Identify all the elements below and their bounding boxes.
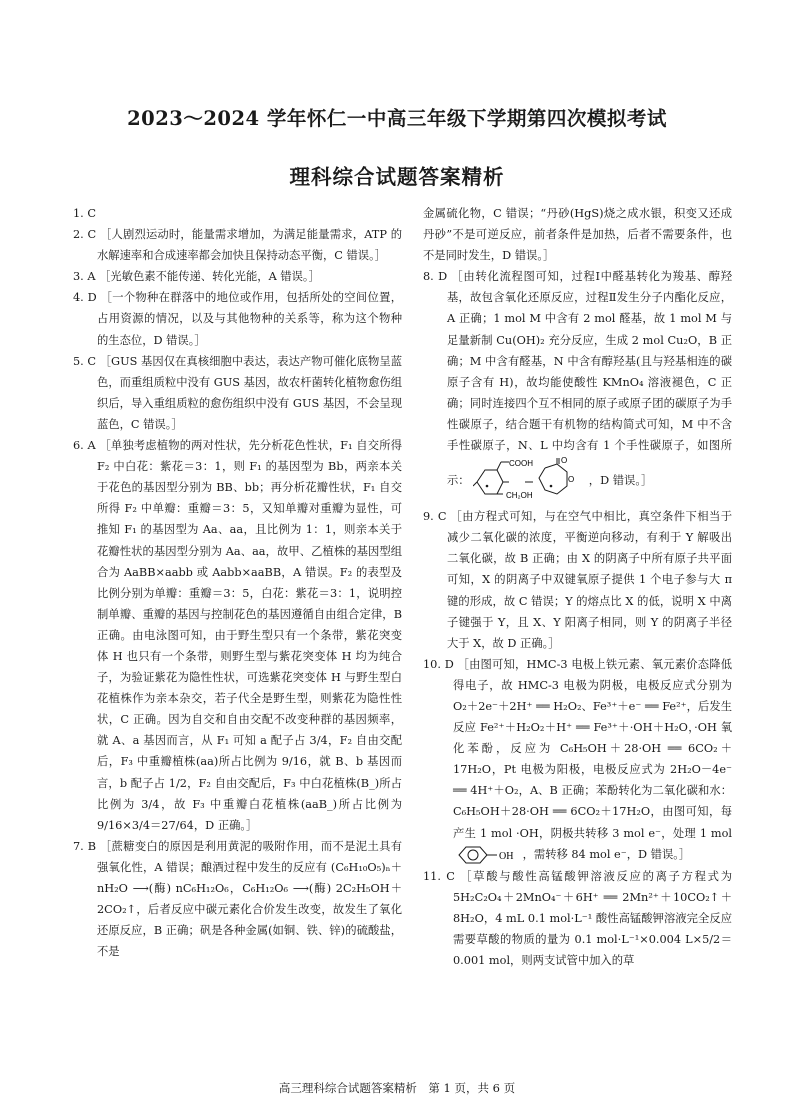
- chiral-structure-n-image: [473, 456, 585, 506]
- answer-item-9: 9. C ［由方程式可知，与在空气中相比，真空条件下相当于减少二氧化碳的浓度，平衡逆向移动，有利于 Y 解吸出二氧化碳，故 B 正确；由 X 的阴离子中所有原子共平面可知，X 的阴离子中双键氧原子提供 1 个电子参与大 π 键的形成，故 C 错误；Y 的熔点比 X 的低，说明 X 中离子键强于 Y，且 X、Y 阳离子相同，则 Y 的阴离子半径大于 X，故 D 正确。］: [423, 510, 732, 650]
- answer-item-5: 5. C ［GUS 基因仅在真核细胞中表达，表达产物可催化底物呈蓝色，而重组质粒中没有 GUS 基因，故农杆菌转化植物愈伤组织后，导入重组质粒的愈伤组织中没有 GUS 基因，不会呈现蓝色，C 错误。］: [73, 354, 402, 431]
- page-footer: 高三理科综合试题答案精析 第 1 页，共 6 页: [278, 1081, 516, 1095]
- answer-item-7: 7. B ［蔗糖变白的原因是利用黄泥的吸附作用，而不是泥土具有强氧化性，A 错误；酿酒过程中发生的反应有 (C₆H₁₀O₅)ₙ＋nH₂O ⟶(酶) nC₆H₁₂O₆，C₆H₁₂O₆ ⟶(酶) 2C₂H₅OH＋2CO₂↑，后者反应中碳元素化合价发生改变，故发生了氧化还原反应，B 正确；矾是各种金属(如铜、铁、锌)的硫酸盐，不是: [73, 839, 402, 959]
- left-column: [73, 203, 402, 962]
- answer-item-8: [423, 266, 732, 506]
- phenol-structure-image: [453, 844, 519, 866]
- carbonyl-oxygen-label: O: [561, 456, 568, 466]
- ch2oh-label: CH₂OH: [506, 491, 533, 501]
- answer-item-6: 6. A ［单独考虑植物的两对性状，先分析花色性状，F₁ 自交所得 F₂ 中白花：紫花＝3：1，则 F₁ 的基因型为 Bb，两亲本关于花色的基因型分别为 BB、bb；再分析花瓣性状，F₁ 自交所得 F₂ 中单瓣：重瓣＝3：5，又知单瓣对重瓣为显性，可推知 F₁ 的基因型为 Aa、aa，且比例为 1：1，则亲本关于花瓣性状的基因型分别为 Aa、aa，故甲、乙植株的基因型组合为 AaBB×aabb 或 Aabb×aaBB，A 错误。F₂ 的表型及比例分别为单瓣：重瓣＝3：5，白花：紫花＝3：1，说明控制单瓣、重瓣的基因与控制花色的基因遵循自由组合定律，B 正确。由电泳图可知，由于野生型只有一个条带，紫花突变体 H 也只有一个条带，则野生型与紫花突变体 H 均为纯合子，为验证紫花为隐性性状，可选紫花突变体 H 与野生型白花植株作为亲本杂交，若子代全是野生型，则紫花为隐性性状，C 正确。因为自交和自由交配不改变种群的基因频率，就 A、a 基因而言，从 F₁ 可知 a 配子占 3/4，F₂ 自由交配后，F₃ 中重瓣植株(aa)所占比例为 9/16，就 B、b 基因而言，b 配子占 1/2，F₂ 自由交配后，F₃ 中白花植株(B_)所占比例为 3/4，故 F₃ 中重瓣白花植株(aaB_)所占比例为 9/16×3/4＝27/64，D 正确。］: [73, 439, 402, 832]
- answer-item-11: 11. C ［草酸与酸性高锰酸钾溶液反应的离子方程式为 5H₂C₂O₄＋2MnO₄⁻＋6H⁺ ══ 2Mn²⁺＋10CO₂↑＋8H₂O，4 mL 0.1 mol·L⁻¹ 酸性高锰酸钾溶液完全反应需要草酸的物质的量为 0.1 mol·L⁻¹×0.004 L×5/2＝0.001 mol，则两支试管中加入的草: [423, 869, 732, 967]
- right-column: [423, 203, 732, 971]
- answer-item-10: [423, 654, 732, 866]
- answer-item-10-text: 10. D ［由图可知，HMC-3 电极上铁元素、氧元素价态降低得电子，故 HMC-3 电极为阴极，电极反应式分别为 O₂＋2e⁻＋2H⁺ ══ H₂O₂、Fe³⁺＋e⁻ ══ Fe²⁺，后发生反应 Fe²⁺＋H₂O₂＋H⁺ ══ Fe³⁺＋·OH＋H₂O，·OH 氧化苯酚，反应为 C₆H₅OH＋28·OH ══ 6CO₂＋17H₂O，Pt 电极为阳极，电极反应式为 2H₂O－4e⁻ ══ 4H⁺＋O₂，A、B 正确；苯酚转化为二氧化碳和水：C₆H₅OH＋28·OH ══ 6CO₂＋17H₂O，由图可知，每产生 1 mol ·OH，阴极共转移 3 mol e⁻，处理 1 mol: [423, 657, 732, 840]
- answer-item-8-text: 8. D ［由转化流程图可知，过程Ⅰ中醛基转化为羧基、醇羟基，故包含氧化还原反应，过程Ⅱ发生分子内酯化反应，A 正确；1 mol M 中含有 2 mol 醛基，故 1 mol M 与足量新制 Cu(OH)₂ 充分反应，生成 2 mol Cu₂O，B 正确；M 中含有醛基，N 中含有醇羟基(且与羟基相连的碳原子含有 H)，故均能使酸性 KMnO₄ 溶液褪色，C 正确；同时连接四个互不相同的原子或原子团的碳原子为手性碳原子，结合题干有机物的结构简式可知，M 中不含手性碳原子，N、L 中均含有 1 个手性碳原子，如图所示：: [423, 270, 732, 488]
- answer-item-4: 4. D ［一个物种在群落中的地位或作用，包括所处的空间位置，占用资源的情况，以及与其他物种的关系等，称为这个物种的生态位，D 错误。］: [73, 291, 402, 347]
- answer-item-7-continued: 金属硫化物，C 错误；“丹砂(HgS)烧之成水银，积变又还成丹砂”不是可逆反应，前者条件是加热，后者不需要条件，也不是同时发生，D 错误。］: [423, 207, 732, 263]
- phenol-oh-label: OH: [499, 850, 514, 862]
- answer-item-1: 1. C: [73, 207, 97, 220]
- answer-item-10-ending: ，需转移 84 mol e⁻，D 错误。］: [522, 847, 691, 861]
- answer-item-8-ending: ，D 错误。］: [588, 474, 653, 488]
- page-title: 2023～2024 学年怀仁一中高三年级下学期第四次模拟考试: [127, 107, 667, 130]
- answer-item-3: 3. A ［光敏色素不能传递、转化光能，A 错误。］: [73, 270, 320, 284]
- page-subtitle: 理科综合试题答案精析: [289, 165, 505, 189]
- answer-item-2: 2. C ［人剧烈运动时，能量需求增加，为满足能量需求，ATP 的水解速率和合成速率都会加快且保持动态平衡，C 错误。］: [73, 228, 402, 263]
- cooh-label: COOH: [509, 459, 534, 469]
- ring-oxygen-label: O: [568, 475, 575, 485]
